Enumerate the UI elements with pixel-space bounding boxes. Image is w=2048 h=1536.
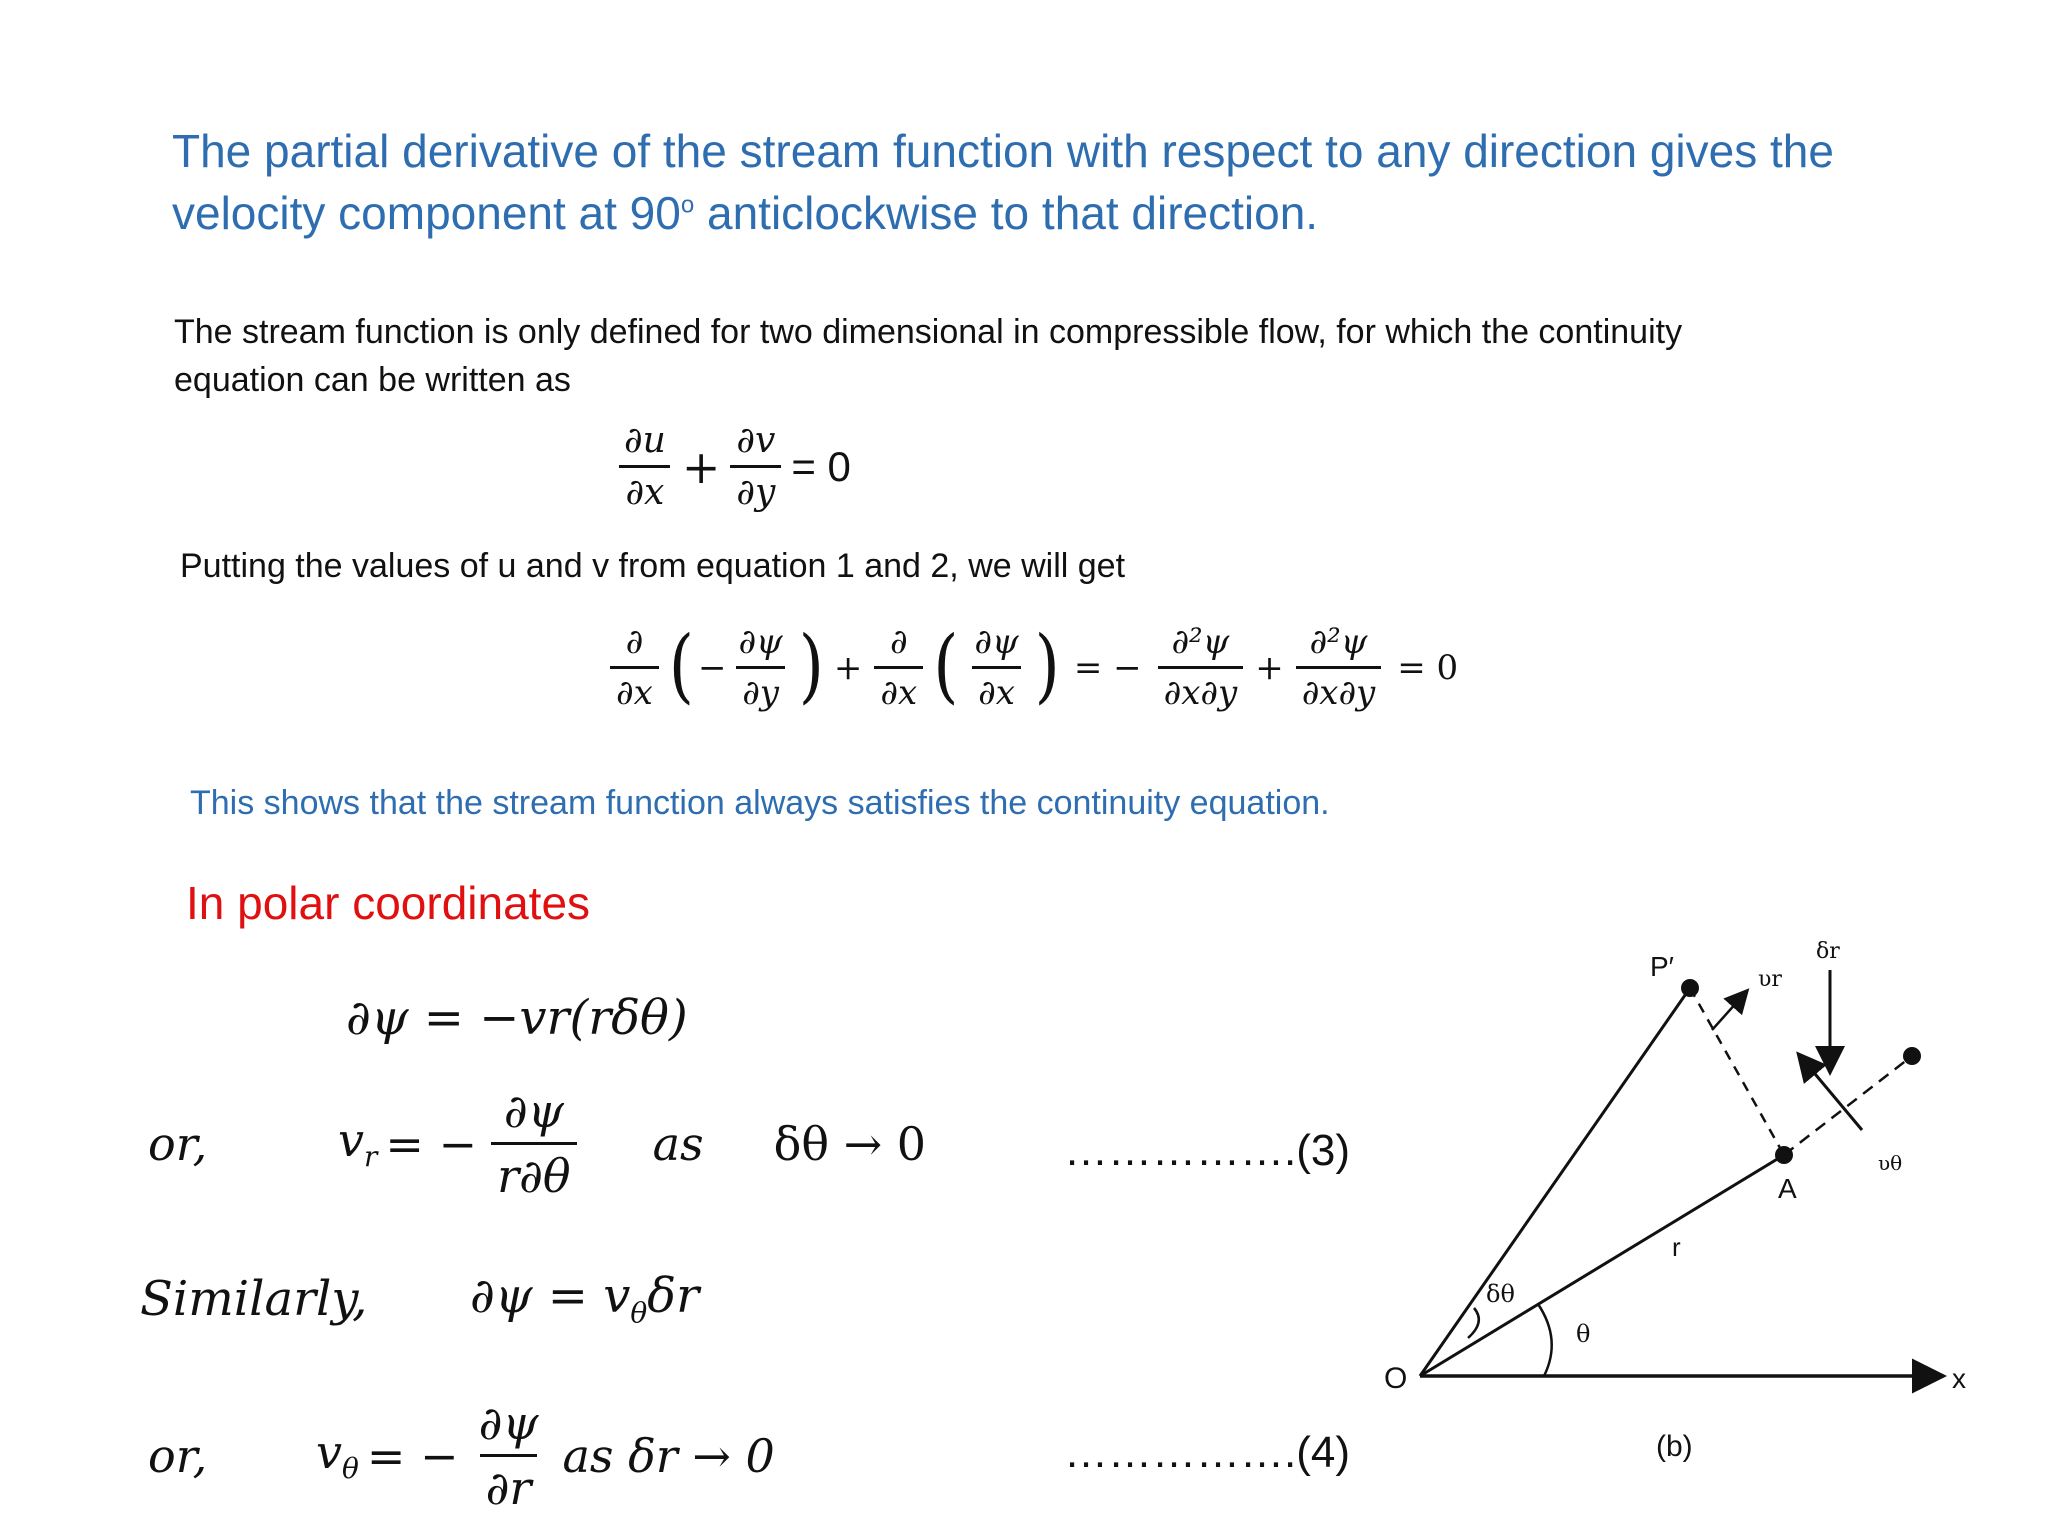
label-dr: δr — [1816, 939, 1840, 964]
continuity-intro: The stream function is only defined for two dimensional in compressible flow, for which the continuity equation can be written as — [174, 313, 1683, 399]
label-theta: θ — [1576, 1320, 1591, 1348]
dashed-extension — [1784, 1056, 1912, 1155]
polar-eq-4: or, $v_\theta$ = − $\frac{\partial\psi}{\partial r}$ as δr → 0 — [148, 1396, 775, 1515]
substitution-intro: Putting the values of u and v from equation 1 and 2, we will get — [180, 547, 1126, 585]
point-a — [1775, 1146, 1793, 1164]
label-r: r — [1672, 1232, 1681, 1262]
equation-ref-4: …………….(4) — [1064, 1428, 1350, 1477]
slide-heading — [172, 120, 1932, 244]
point-far — [1903, 1047, 1921, 1065]
polar-heading: In polar coordinates — [186, 877, 591, 929]
arc-theta — [1538, 1304, 1552, 1376]
vr-arrow — [1712, 992, 1746, 1030]
label-dtheta: δθ — [1486, 1280, 1515, 1308]
point-p — [1681, 979, 1699, 997]
polar-eq-2: or, $v_r$ = − $\frac{\partial\psi}{r\partial\theta}$ as δθ → 0 — [148, 1084, 927, 1203]
diagram-caption: (b) — [1656, 1430, 1693, 1463]
continuity-note: This shows that the stream function always satisfies the continuity equation. — [190, 784, 1330, 822]
arc-dtheta — [1468, 1308, 1479, 1338]
substitution-equation: $\frac{\partial}{\partial x}$ ( − $\frac{\partial\psi}{\partial y}$ ) + $\frac{\partial}{\partial x}$ ( $\frac{\partial\psi}{\partial x}$ ) = − $\frac{\text{∂²ψ}}{\partial x\partial y}$ + $\frac{\text{∂²ψ}}{\partial x\partial y}$ = 0 — [604, 622, 1458, 713]
dashed-pa — [1690, 988, 1784, 1155]
heading-line-2: velocity component at 90$^o$ anticlockwise to that direction. — [172, 187, 1319, 239]
polar-eq-3: Similarly, $\partial\psi = v_\theta\delta r$ — [140, 1268, 700, 1330]
heading-line-1: The partial derivative of the stream function with respect to any direction gives the — [172, 125, 1834, 177]
label-x: x — [1952, 1363, 1966, 1394]
label-a: A — [1778, 1173, 1797, 1204]
label-o: O — [1384, 1362, 1408, 1395]
continuity-equation: $\frac{\partial u}{\partial x}$ + $\frac{\partial v}{\partial y}$ = 0 — [612, 420, 851, 513]
polar-eq-1: ∂ψ = −vr(rδθ) — [346, 990, 688, 1046]
ray-oa — [1420, 1155, 1784, 1376]
label-vr: υr — [1758, 967, 1782, 992]
label-vtheta: υθ — [1878, 1151, 1903, 1175]
label-p: P′ — [1650, 951, 1674, 982]
equation-ref-3: …………….(3) — [1064, 1126, 1350, 1175]
polar-diagram — [1340, 930, 1980, 1490]
ray-op — [1420, 988, 1690, 1376]
